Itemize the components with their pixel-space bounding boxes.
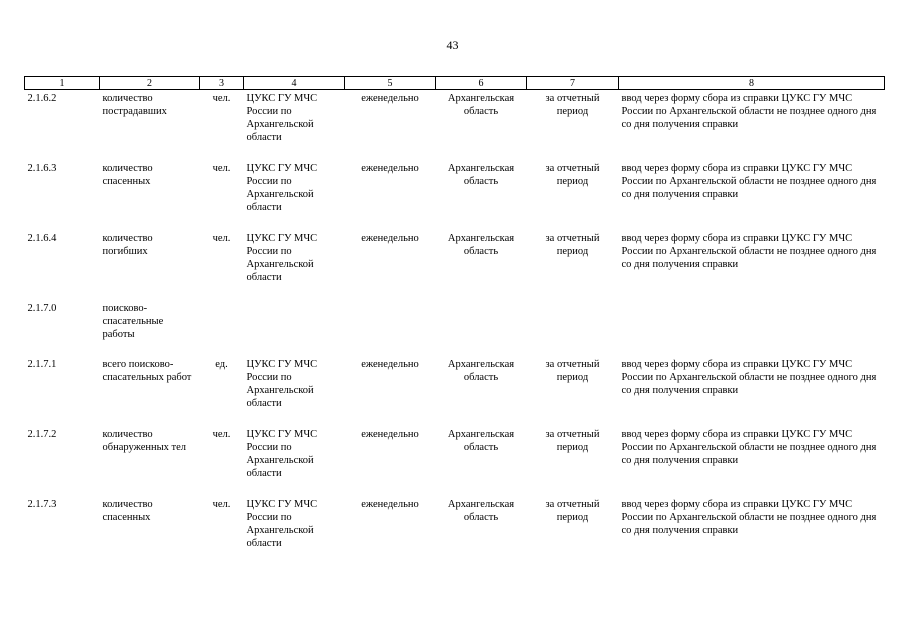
row-source: ЦУКС ГУ МЧС России по Архангельской области: [246, 429, 318, 479]
column-header: 3: [200, 77, 244, 90]
row-unit: [200, 300, 244, 356]
table-row: [25, 356, 885, 426]
table-row: [25, 496, 885, 566]
row-territory: [436, 300, 527, 356]
row-name: количество спасенных: [102, 163, 153, 187]
row-frequency: [345, 300, 436, 356]
row-frequency: еженедельно: [361, 499, 419, 510]
column-header: 6: [436, 77, 527, 90]
row-frequency: еженедельно: [361, 359, 419, 370]
row-source: [244, 300, 345, 356]
table-row: [25, 300, 885, 356]
row-period: за отчетный период: [545, 163, 600, 187]
row-name: поисково-спасательные работы: [102, 303, 164, 340]
page-number: 43: [446, 38, 459, 52]
table-row: [25, 426, 885, 496]
row-territory: Архангельская область: [447, 499, 515, 523]
row-code: 2.1.7.1: [27, 359, 57, 370]
row-territory: Архангельская область: [447, 359, 515, 383]
table-header-row: [25, 77, 885, 90]
row-period: [527, 300, 619, 356]
row-method: ввод через форму сбора из справки ЦУКС ГУ МЧС России по Архангельской области не позднее одного дня со дня получения справки: [621, 233, 877, 270]
row-code: 2.1.7.3: [27, 499, 57, 510]
row-period: за отчетный период: [545, 233, 600, 257]
row-territory: Архангельская область: [447, 429, 515, 453]
column-header: 4: [244, 77, 345, 90]
row-method: ввод через форму сбора из справки ЦУКС ГУ МЧС России по Архангельской области не позднее одного дня со дня получения справки: [621, 93, 877, 130]
table-row: [25, 230, 885, 300]
row-name: количество пострадавших: [102, 93, 167, 117]
row-method: ввод через форму сбора из справки ЦУКС ГУ МЧС России по Архангельской области не позднее одного дня со дня получения справки: [621, 163, 877, 200]
column-header: 5: [345, 77, 436, 90]
column-header: 2: [100, 77, 200, 90]
row-name: количество спасенных: [102, 499, 153, 523]
data-table: [24, 76, 885, 566]
row-name: количество обнаруженных тел: [102, 429, 187, 453]
row-unit: чел.: [212, 233, 231, 244]
row-territory: Архангельская область: [447, 233, 515, 257]
row-code: 2.1.6.3: [27, 163, 57, 174]
column-header: 1: [25, 77, 100, 90]
row-territory: Архангельская область: [447, 163, 515, 187]
row-code: 2.1.6.4: [27, 233, 57, 244]
row-source: ЦУКС ГУ МЧС России по Архангельской области: [246, 233, 318, 283]
table-row: [25, 90, 885, 161]
row-source: ЦУКС ГУ МЧС России по Архангельской области: [246, 499, 318, 549]
column-header: 7: [527, 77, 619, 90]
row-method: [619, 300, 885, 356]
row-frequency: еженедельно: [361, 163, 419, 174]
row-method: ввод через форму сбора из справки ЦУКС ГУ МЧС России по Архангельской области не позднее одного дня со дня получения справки: [621, 499, 877, 536]
row-unit: чел.: [212, 163, 231, 174]
column-header: 8: [619, 77, 885, 90]
row-name: всего поисково-спасательных работ: [102, 359, 192, 383]
row-name: количество погибших: [102, 233, 153, 257]
row-unit: чел.: [212, 499, 231, 510]
row-unit: чел.: [212, 93, 231, 104]
row-period: за отчетный период: [545, 499, 600, 523]
row-territory: Архангельская область: [447, 93, 515, 117]
row-frequency: еженедельно: [361, 93, 419, 104]
row-period: за отчетный период: [545, 359, 600, 383]
row-source: ЦУКС ГУ МЧС России по Архангельской области: [246, 359, 318, 409]
row-period: за отчетный период: [545, 429, 600, 453]
row-method: ввод через форму сбора из справки ЦУКС ГУ МЧС России по Архангельской области не позднее одного дня со дня получения справки: [621, 359, 877, 396]
row-period: за отчетный период: [545, 93, 600, 117]
row-frequency: еженедельно: [361, 429, 419, 440]
row-code: 2.1.7.0: [27, 303, 57, 314]
table-row: [25, 160, 885, 230]
row-method: ввод через форму сбора из справки ЦУКС ГУ МЧС России по Архангельской области не позднее одного дня со дня получения справки: [621, 429, 877, 466]
row-code: 2.1.6.2: [27, 93, 57, 104]
row-source: ЦУКС ГУ МЧС России по Архангельской области: [246, 93, 318, 143]
row-unit: чел.: [212, 429, 231, 440]
row-frequency: еженедельно: [361, 233, 419, 244]
row-source: ЦУКС ГУ МЧС России по Архангельской области: [246, 163, 318, 213]
row-code: 2.1.7.2: [27, 429, 57, 440]
row-unit: ед.: [215, 359, 228, 370]
